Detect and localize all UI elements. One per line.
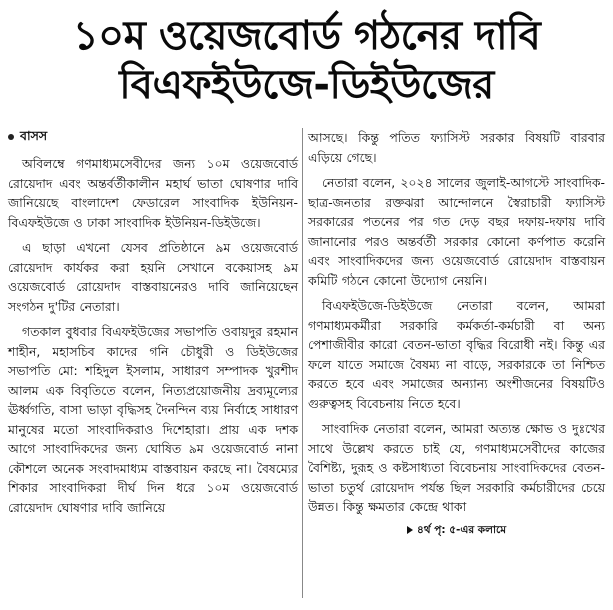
headline-line-1: ১০ম ওয়েজবোর্ড গঠনের দাবি: [72, 13, 541, 59]
paragraph: সাংবাদিক নেতারা বলেন, আমরা অত্যন্ত ক্ষোভ ও দুঃখের সাথে উল্লেখ করতে চাই যে, গণমাধ্যমসেবীদের কাজের বৈশিষ্ট্য, দুরূহ ও কষ্টসাধ্যতা বিবেচনায় সাংবাদিকদের বেতন-ভাতা চতুর্থ রোয়েদাদ পর্যন্ত ছিল সরকারি কর্মচারীদের চেয়ে উন্নত। কিন্তু ক্ষমতার কেন্দ্রে থাকা: [308, 421, 605, 514]
byline-source: বাসস: [20, 128, 48, 143]
bullet-icon: [8, 134, 14, 140]
article-body: [8, 128, 605, 610]
paragraph: অবিলম্বে গণমাধ্যমসেবীদের জন্য ১০ম ওয়েজবোর্ড রোয়েদাদ এবং অন্তর্বর্তীকালীন মহার্ঘ ভাতা ঘোষণার দাবি জানিয়েছে বাংলাদেশ ফেডারেল সাংবাদিক ইউনিয়ন-বিএফইউজে ও ঢাকা সাংবাদিক ইউনিয়ন-ডিইউজে।: [8, 156, 298, 230]
paragraph: আসছে। কিন্তু পতিত ফ্যাসিস্ট সরকার বিষয়টি বারবার এড়িয়ে গেছে।: [308, 130, 605, 165]
column-right: [308, 128, 605, 540]
paragraph: বিএফইউজে-ডিইউজে নেতারা বলেন, আমরা গণমাধ্যমকর্মীরা সরকারি কর্মকর্তা-কর্মচারী বা অন্য পেশাজীবীর কারো বেতন-ভাতা বৃদ্ধির বিরোধী নই। কিন্তু এর ফলে যাতে সমাজে বৈষম্য না বাড়ে, সরকারকে তা নিশ্চিত করতে হবে এবং সমাজের অন্যান্য অংশীজনের বিষয়টিও গুরুত্বসহ বিবেচনায় নিতে হবে।: [308, 298, 605, 411]
paragraph: গতকাল বুধবার বিএফইউজের সভাপতি ওবায়দুর রহমান শাহীন, মহাসচিব কাদের গনি চৌধুরী ও ডিইউজের সভাপতি মো: শহিদুল ইসলাম, সাধারণ সম্পাদক খুরশীদ আলম এক বিবৃতিতে বলেন, নিত্যপ্রয়োজনীয় দ্রব্যমূল্যের ঊর্ধ্বগতি, বাসা ভাড়া বৃদ্ধিসহ দৈনন্দিন ব্যয় নির্বাহে সাধারণ মানুষের মতো সাংবাদিকরাও দিশেহারা। প্রায় এক দশক আগে সাংবাদিকদের জন্য ঘোষিত ৯ম ওয়েজবোর্ড নানা কৌশলে অনেক সংবাদমাধ্যম বাস্তবায়ন করছে না। বৈষম্যের শিকার সাংবাদিকরা দীর্ঘ দিন ধরে ১০ম ওয়েজবোর্ড রোয়েদাদ ঘোষণার দাবি জানিয়ে: [8, 324, 298, 515]
continuation-note: [308, 523, 605, 540]
column-left: [8, 128, 298, 523]
headline-line-2: বিএফইউজে-ডিইউজের: [119, 62, 494, 108]
paragraph: নেতারা বলেন, ২০২৪ সালের জুলাই-আগস্টে সাংবাদিক-ছাত্র-জনতার রক্তঝরা আন্দোলনে স্বৈরাচারী ফ্যাসিস্ট সরকারের পতনের পর গত দেড় বছর দফায়-দফায় দাবি জানানোর পরও অন্তর্বর্তী সরকার কোনো কর্ণপাত করেনি এবং সাংবাদিকদের জন্য ওয়েজবোর্ড রোয়েদাদ বাস্তবায়ন কমিটি গঠনে কোনো উদ্যোগ নেয়নি।: [308, 175, 605, 288]
column-divider: [302, 128, 303, 598]
arrow-right-icon: [407, 526, 413, 534]
headline: [8, 12, 605, 110]
paragraph: এ ছাড়া এখনো যেসব প্রতিষ্ঠানে ৯ম ওয়েজবোর্ড রোয়েদাদ কার্যকর করা হয়নি সেখানে বকেয়াসহ ৯ম ওয়েজবোর্ড রোয়েদাদ বাস্তবায়নেরও দাবি জানিয়েছেন সংগঠন দু'টির নেতারা।: [8, 240, 298, 314]
byline: [8, 128, 298, 148]
continuation-text: ৪র্থ পৃ: ৫-এর কলামে: [416, 523, 507, 536]
